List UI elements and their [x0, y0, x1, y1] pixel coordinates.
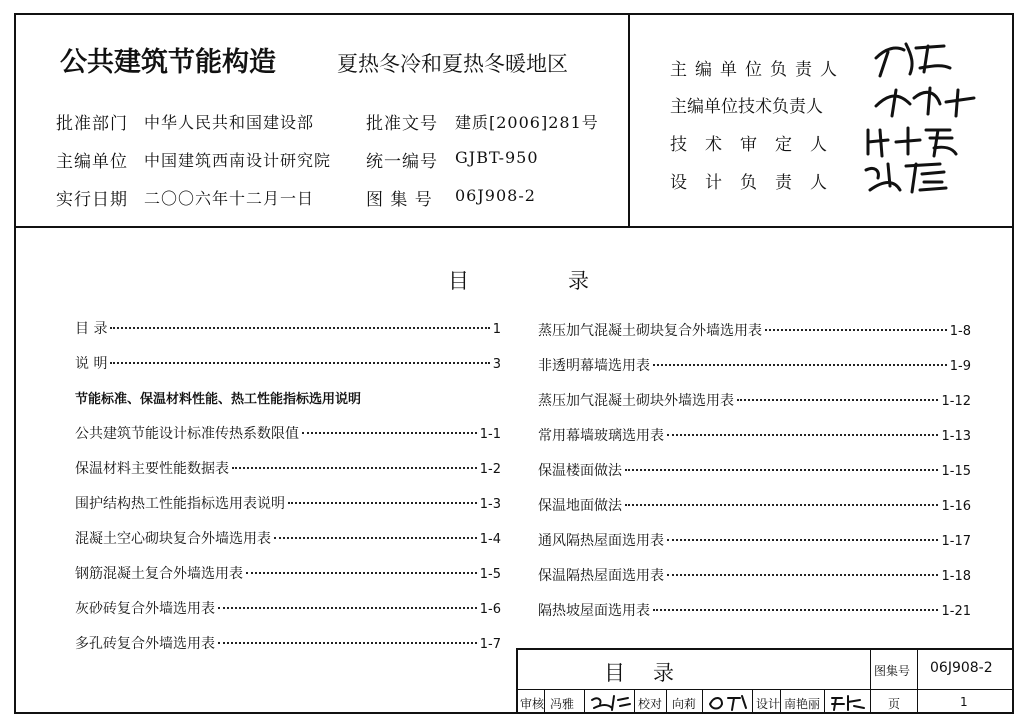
effective-date-value: 二〇〇六年十二月一日 — [144, 189, 315, 208]
toc-item[interactable]: 保温楼面做法 1-15 — [538, 463, 971, 479]
toc-item[interactable]: 非透明幕墙选用表 1-9 — [538, 358, 971, 374]
resp-chief-unit-head: 主编单位负责人 — [670, 60, 845, 80]
chief-editor-unit-label: 主编单位 — [56, 152, 128, 172]
review-label: 审核 — [520, 697, 545, 711]
unified-number-label: 统一编号 — [366, 152, 438, 172]
toc-item[interactable]: 通风隔热屋面选用表 1-17 — [538, 533, 971, 549]
title-block-sep-atlasno — [917, 648, 918, 714]
atlas-title: 公共建筑节能构造 — [60, 47, 276, 78]
check-label: 校对 — [638, 697, 663, 711]
resp-tech-reviewer: 技术审定人 — [670, 135, 845, 155]
toc-item[interactable]: 隔热坡屋面选用表 1-21 — [538, 603, 971, 619]
title-block-title: 目录 — [604, 661, 702, 685]
header-divider-vertical — [628, 13, 630, 227]
check-name: 向莉 — [672, 697, 697, 711]
toc-item[interactable]: 蒸压加气混凝土砌块外墙选用表 1-12 — [538, 393, 971, 409]
page-label: 页 — [888, 697, 901, 711]
review-signature — [588, 692, 632, 712]
signature-tech-reviewer — [860, 120, 960, 160]
title-block-sep-atlas — [870, 648, 871, 714]
atlas-number-value: 06J908-2 — [455, 186, 536, 205]
check-signature — [706, 692, 750, 712]
toc-heading-left: 目 — [448, 269, 469, 293]
toc-item[interactable]: 混凝土空心砌块复合外墙选用表 1-4 — [75, 531, 501, 547]
design-label: 设计 — [756, 697, 781, 711]
unified-number-value: GJBT-950 — [455, 148, 539, 167]
signature-unit-head — [866, 38, 956, 80]
approval-doc-label: 批准文号 — [366, 114, 438, 134]
toc-heading-right: 录 — [568, 269, 589, 293]
toc-item[interactable]: 说 明 3 — [75, 356, 501, 372]
toc-item[interactable]: 围护结构热工性能指标选用表说明 1-3 — [75, 496, 501, 512]
approval-dept-value: 中华人民共和国建设部 — [144, 113, 315, 132]
toc-section-heading: 节能标准、保温材料性能、热工性能指标选用说明 — [75, 392, 362, 407]
approval-doc-value: 建质[2006]281号 — [455, 113, 599, 132]
title-block-top — [516, 648, 1014, 650]
page-number: 1 — [960, 695, 968, 709]
effective-date-label: 实行日期 — [56, 190, 128, 210]
toc-item[interactable]: 目 录 1 — [75, 321, 501, 337]
design-name: 南艳丽 — [784, 697, 821, 711]
toc-item[interactable]: 公共建筑节能设计标准传热系数限值 1-1 — [75, 426, 501, 442]
toc-item[interactable]: 常用幕墙玻璃选用表 1-13 — [538, 428, 971, 444]
toc-item[interactable]: 灰砂砖复合外墙选用表 1-6 — [75, 601, 501, 617]
chief-editor-unit-value: 中国建筑西南设计研究院 — [144, 151, 332, 170]
title-block-mid — [516, 689, 1014, 690]
toc-item[interactable]: 保温地面做法 1-16 — [538, 498, 971, 514]
approval-dept-label: 批准部门 — [56, 114, 128, 134]
review-name: 冯雅 — [550, 697, 575, 711]
toc-item[interactable]: 保温材料主要性能数据表 1-2 — [75, 461, 501, 477]
signature-tech-head — [870, 82, 980, 120]
toc-item[interactable]: 保温隔热屋面选用表 1-18 — [538, 568, 971, 584]
resp-design-head: 设计负责人 — [670, 173, 845, 193]
title-block-atlas-label: 图集号 — [874, 664, 911, 678]
toc-item[interactable]: 多孔砖复合外墙选用表 1-7 — [75, 636, 501, 652]
toc-item[interactable]: 蒸压加气混凝土砌块复合外墙选用表 1-8 — [538, 323, 971, 339]
header-divider-horizontal — [14, 226, 1014, 228]
toc-item[interactable]: 钢筋混凝土复合外墙选用表 1-5 — [75, 566, 501, 582]
title-block-left — [516, 648, 518, 714]
resp-chief-unit-tech-head: 主编单位技术负责人 — [670, 97, 823, 117]
atlas-subtitle: 夏热冬冷和夏热冬暖地区 — [337, 52, 568, 76]
signature-design-head — [860, 156, 950, 196]
atlas-number-label: 图 集 号 — [366, 190, 433, 210]
title-block-atlas-no: 06J908-2 — [930, 660, 993, 676]
design-signature — [828, 692, 868, 712]
